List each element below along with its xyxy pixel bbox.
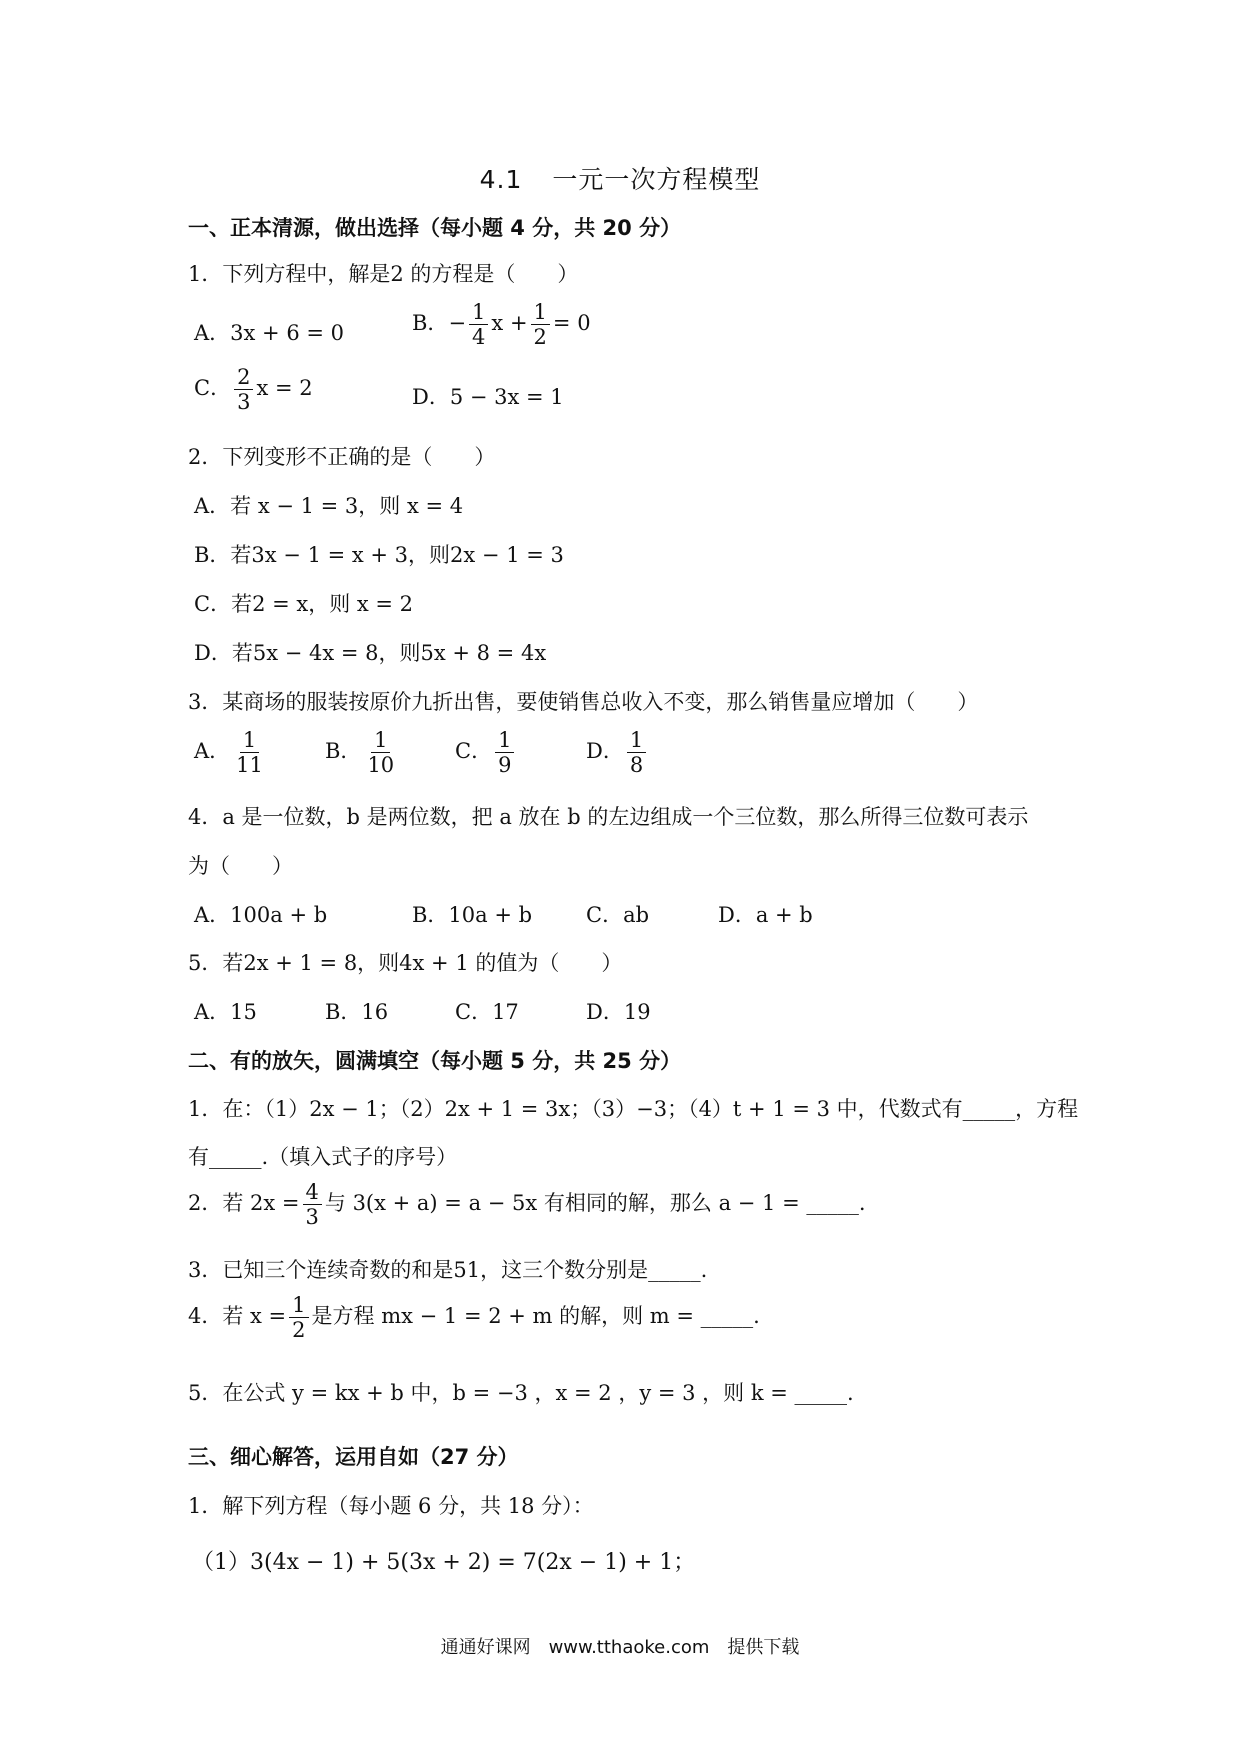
- mc1-option-b: B．− $\frac{1}{4}$ x + $\frac{1}{2}$ = 0: [412, 300, 591, 350]
- mc1-option-c: C． $\frac{2}{3}$ x = 2: [194, 365, 313, 415]
- mc3-option-b: B． $\frac{1}{10}$: [325, 728, 400, 777]
- mc-question-1: 1．下列方程中，解是2 的方程是（ ）: [188, 262, 579, 286]
- fraction: $\frac{1}{11}$: [236, 728, 263, 778]
- mc2-option-d: D．若5x − 4x = 8，则5x + 8 = 4x: [194, 641, 547, 665]
- mc3-option-a: A． $\frac{1}{11}$: [194, 728, 269, 777]
- mc2-option-a: A．若 x − 1 = 3，则 x = 4: [194, 494, 464, 518]
- fill-question-4: 4．若 x = $\frac{1}{2}$ 是方程 mx − 1 = 2 + m 的解，则 m = _____.: [188, 1293, 760, 1343]
- fraction: $\frac{2}{3}$: [234, 365, 253, 414]
- mc1-option-d: D．5 − 3x = 1: [412, 385, 564, 409]
- title-number: 4.1: [479, 165, 523, 194]
- mc3-option-d: D． $\frac{1}{8}$: [586, 728, 649, 777]
- mc4-option-a: A．100a + b: [194, 903, 328, 927]
- mc2-option-b: B．若3x − 1 = x + 3，则2x − 1 = 3: [194, 543, 564, 567]
- mc1-option-a: A．3x + 6 = 0: [194, 321, 344, 345]
- solve-question-1-part-1: （1）3(4x − 1) + 5(3x + 2) = 7(2x − 1) + 1；: [192, 1550, 696, 1575]
- mc5-option-a: A．15: [194, 1000, 257, 1024]
- fraction: $\frac{1}{2}$: [531, 300, 550, 349]
- fraction: $\frac{1}{8}$: [627, 728, 646, 777]
- title-text: 一元一次方程模型: [552, 165, 761, 194]
- mc-question-3: 3．某商场的服装按原价九折出售，要使销售总收入不变，那么销售量应增加（ ）: [188, 690, 979, 714]
- mc4-option-b: B．10a + b: [412, 903, 533, 927]
- fill-question-3: 3．已知三个连续奇数的和是51，这三个数分别是_____.: [188, 1258, 708, 1282]
- fraction: $\frac{4}{3}$: [303, 1180, 322, 1229]
- mc4-option-d: D．a + b: [718, 903, 813, 927]
- mc-question-5: 5．若2x + 1 = 8，则4x + 1 的值为（ ）: [188, 951, 623, 975]
- mc5-option-c: C．17: [455, 1000, 519, 1024]
- mc-question-4-line-1: 4．a 是一位数，b 是两位数，把 a 放在 b 的左边组成一个三位数，那么所得三位数可表示: [188, 805, 1029, 829]
- section-heading-2: 二、有的放矢，圆满填空（每小题 5 分，共 25 分）: [188, 1049, 682, 1073]
- fill-question-5: 5．在公式 y = kx + b 中，b = −3 ，x = 2 ，y = 3 ，则 k = _____.: [188, 1381, 854, 1405]
- mc5-option-d: D．19: [586, 1000, 651, 1024]
- mc3-option-c: C． $\frac{1}{9}$: [455, 728, 517, 777]
- fraction: $\frac{1}{10}$: [367, 728, 395, 778]
- page-title: [0, 160, 1240, 196]
- fill-question-1-line-2: 有_____.（填入式子的序号）: [188, 1145, 458, 1169]
- mc4-option-c: C．ab: [586, 903, 650, 927]
- footer-source: 通通好课网 www.tthaoke.com 提供下载: [440, 1637, 800, 1658]
- mc2-option-c: C．若2 = x，则 x = 2: [194, 592, 414, 616]
- fill-question-2: 2．若 2x = $\frac{4}{3}$ 与 3(x + a) = a − 5x 有相同的解，那么 a − 1 = _____.: [188, 1180, 866, 1230]
- mc5-option-b: B．16: [325, 1000, 389, 1024]
- mc-question-4-line-2: 为（ ）: [188, 854, 293, 878]
- solve-question-1: 1．解下列方程（每小题 6 分，共 18 分）：: [188, 1494, 594, 1518]
- section-heading-3: 三、细心解答，运用自如（27 分）: [188, 1445, 519, 1469]
- fraction: $\frac{1}{4}$: [469, 300, 488, 349]
- fill-question-1-line-1: 1．在：（1）2x − 1；（2）2x + 1 = 3x；（3）−3；（4）t + 1 = 3 中，代数式有_____，方程: [188, 1097, 1079, 1121]
- fraction: $\frac{1}{2}$: [289, 1293, 308, 1342]
- mc-question-2: 2．下列变形不正确的是（ ）: [188, 445, 496, 469]
- fraction: $\frac{1}{9}$: [495, 728, 514, 777]
- section-heading-1: 一、正本清源，做出选择（每小题 4 分，共 20 分）: [188, 216, 682, 240]
